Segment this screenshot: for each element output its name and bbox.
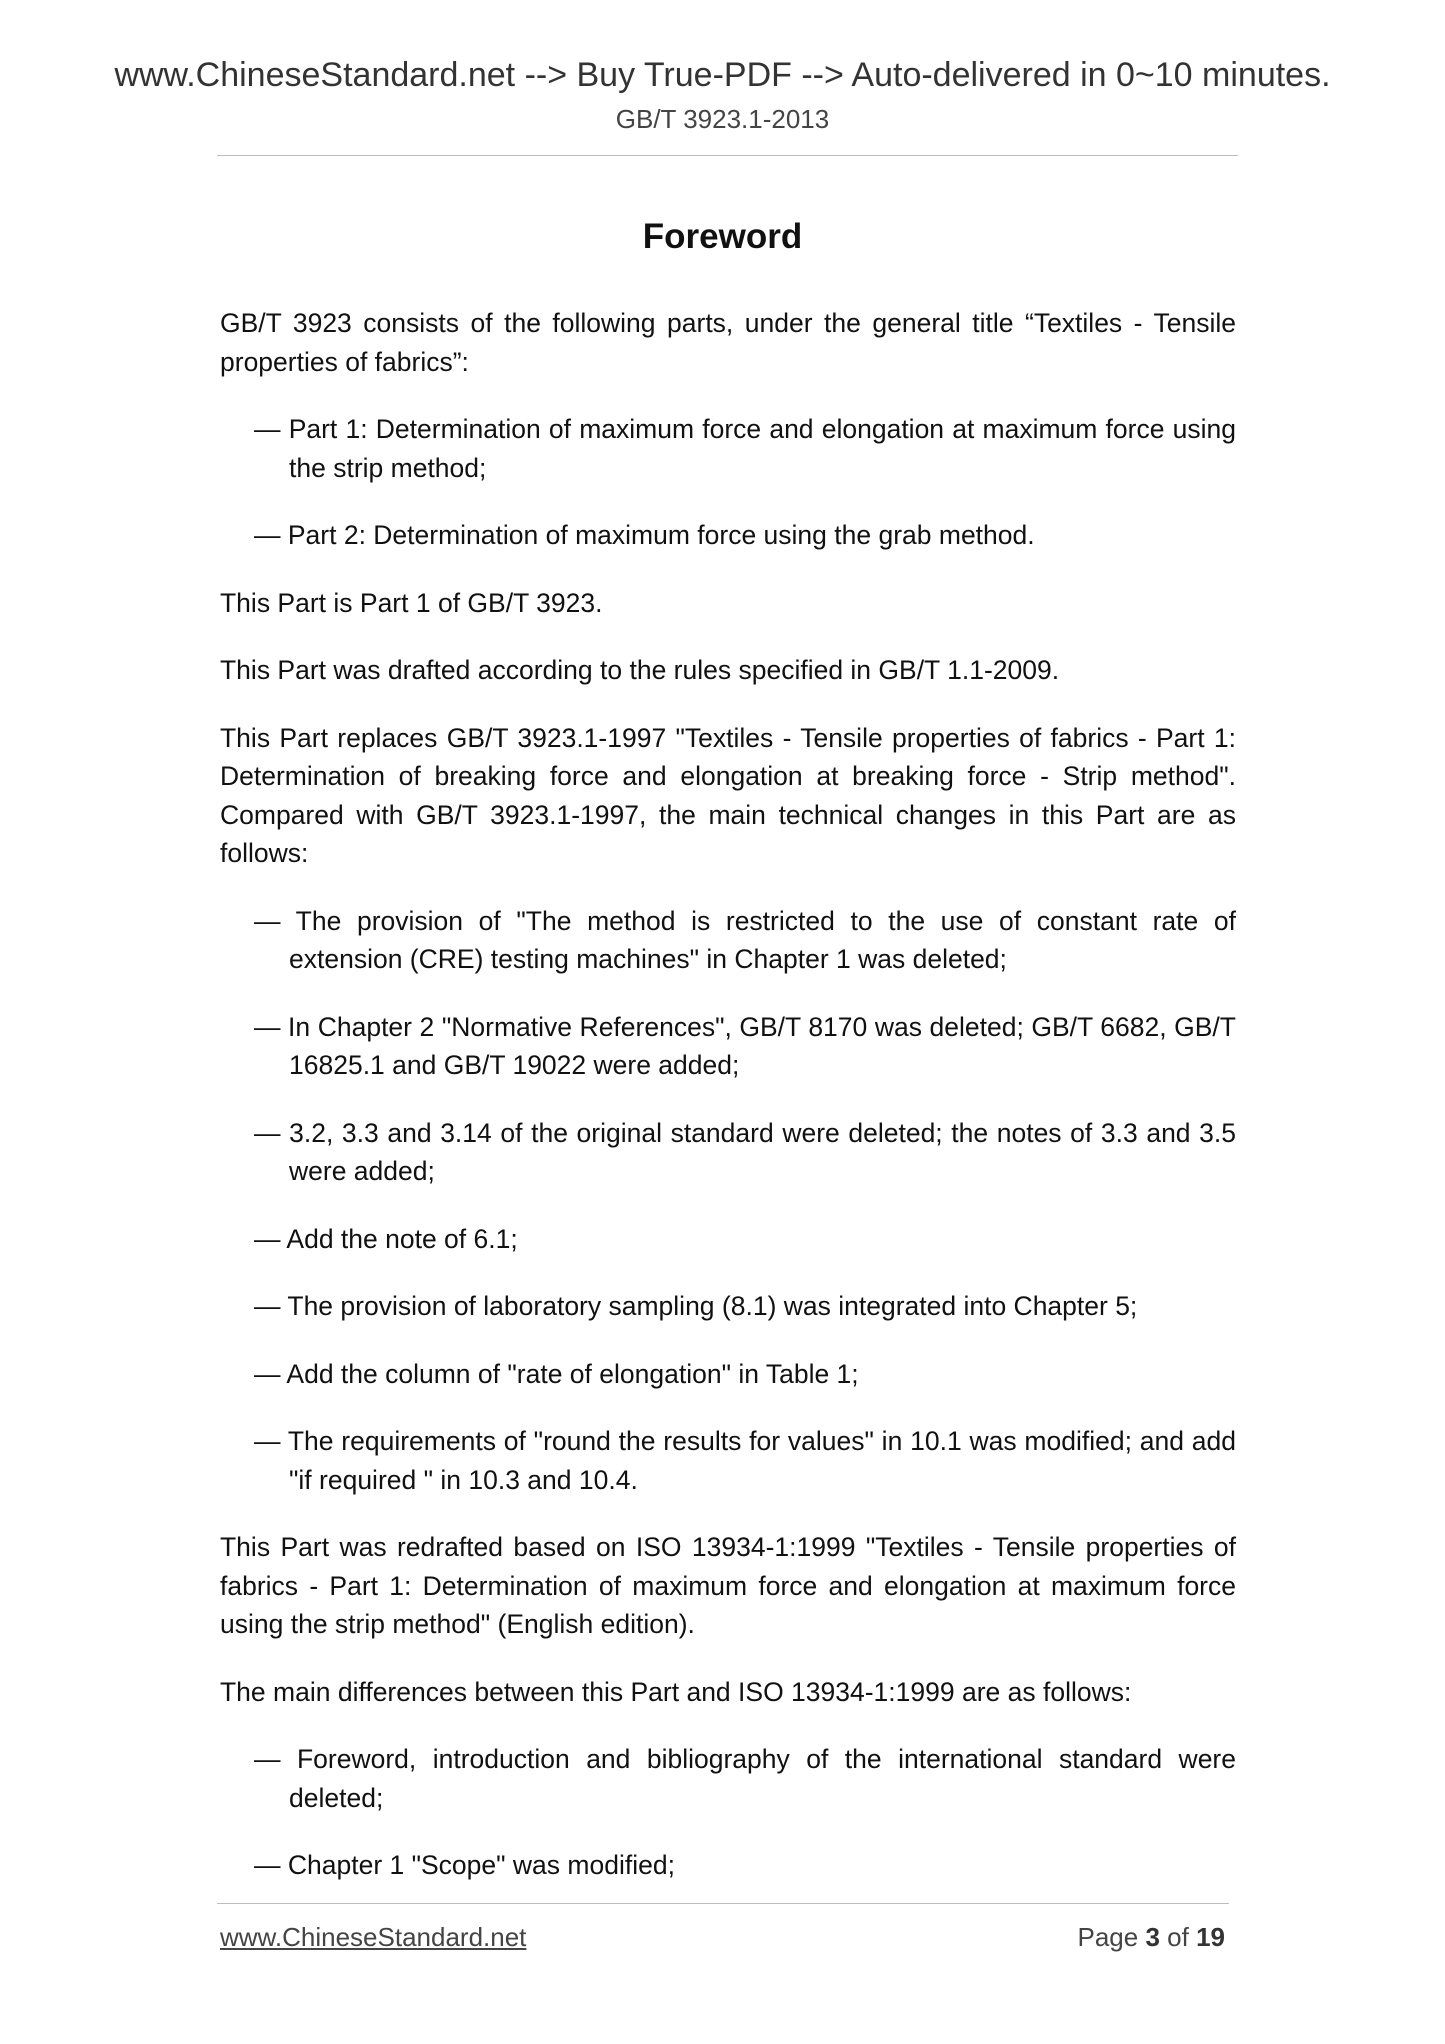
paragraph-redrafted: This Part was redrafted based on ISO 13934-1:1999 "Textiles - Tensile properties of fabrics - Part 1: Determination of maximum force and elongation at maximum force using the strip method" (English edition).: [220, 1532, 1236, 1639]
list-item-diff-foreword: — Foreword, introduction and bibliography of the international standard were deleted;: [254, 1744, 1236, 1813]
paragraph-differences: The main differences between this Part and ISO 13934-1:1999 are as follows:: [220, 1676, 1132, 1707]
list-item-part-1: — Part 1: Determination of maximum force and elongation at maximum force using the strip method;: [254, 414, 1236, 483]
page-number: 3: [1145, 1922, 1160, 1952]
header-divider: [217, 155, 1238, 156]
page-total: 19: [1196, 1922, 1225, 1952]
page-word: Page: [1077, 1922, 1139, 1952]
header-banner: www.ChineseStandard.net --> Buy True-PDF --> Auto-delivered in 0~10 minutes.: [114, 56, 1331, 94]
list-item-change-terms: — 3.2, 3.3 and 3.14 of the original standard were deleted; the notes of 3.3 and 3.5 were added;: [254, 1117, 1236, 1186]
list-item-change-sampling: — The provision of laboratory sampling (8.1) was integrated into Chapter 5;: [254, 1291, 1138, 1321]
page-indicator: [1000, 1922, 1225, 1953]
list-item-change-rounding: — The requirements of "round the results for values" in 10.1 was modified; and add "if required " in 10.3 and 10.4.: [254, 1426, 1236, 1495]
list-item-change-cre: — The provision of "The method is restricted to the use of constant rate of extension (CRE) testing machines" in Chapter 1 was deleted;: [254, 905, 1236, 974]
paragraph-this-part: This Part is Part 1 of GB/T 3923.: [220, 587, 603, 618]
list-item-part-2: — Part 2: Determination of maximum force using the grab method.: [254, 520, 1035, 550]
paragraph-consists-of: GB/T 3923 consists of the following parts, under the general title “Textiles - Tensile properties of fabrics”:: [220, 308, 1236, 377]
list-item-change-table-1: — Add the column of "rate of elongation" in Table 1;: [254, 1358, 859, 1389]
page-title: Foreword: [642, 217, 803, 256]
document-body: [220, 304, 1236, 1914]
list-item-change-note-6-1: — Add the note of 6.1;: [254, 1223, 518, 1254]
paragraph-drafted: This Part was drafted according to the rules specified in GB/T 1.1-2009.: [220, 655, 1060, 685]
list-item-diff-scope: — Chapter 1 "Scope" was modified;: [254, 1850, 675, 1880]
of-word: of: [1167, 1922, 1189, 1952]
paragraph-replaces: This Part replaces GB/T 3923.1-1997 "Textiles - Tensile properties of fabrics - Part 1: Determination of breaking force and elongation at breaking force - Strip method". Compared with GB/T 3923.1-1997, the main technical changes in this Part are as follows:: [220, 722, 1236, 868]
footer-divider: [217, 1903, 1229, 1904]
footer-website-link[interactable]: www.ChineseStandard.net: [220, 1922, 527, 1952]
list-item-change-references: — In Chapter 2 "Normative References", GB/T 8170 was deleted; GB/T 6682, GB/T 16825.1 and GB/T 19022 were added;: [254, 1011, 1236, 1080]
header-standard-number: GB/T 3923.1-2013: [615, 104, 830, 134]
